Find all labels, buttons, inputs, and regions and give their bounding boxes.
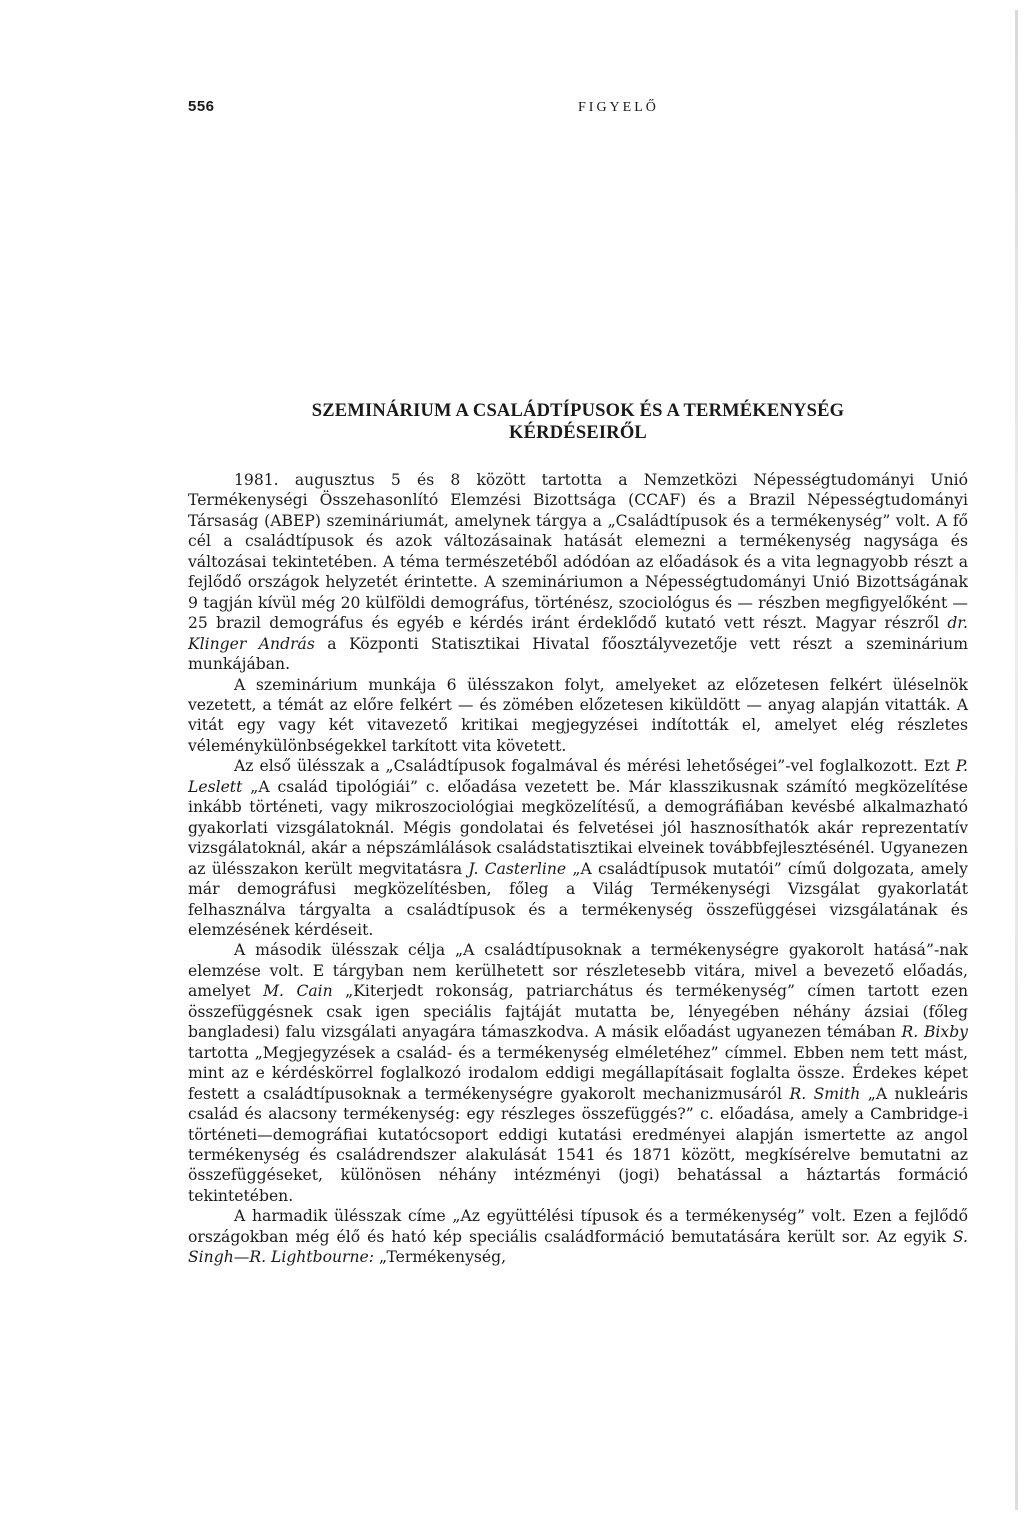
paragraph-5 bbox=[188, 1206, 968, 1267]
running-title: FIGYELŐ bbox=[578, 100, 659, 115]
text-run: „A család tipológiái” c. előadása vezetett be. Már klasszikusnak számító megközelítése inkább történeti, vagy mikroszociológiai megközelítésű, a demográfiában kevésbé alkalmazható gyakorlati vizsgálatoknál. Mégis gondolatai és felvetései jól hasznosíthatók akár reprezentatív vizsgálatoknál, akár a népszámlálások családstatisztikai elveinek továbbfejlesztésénél. Ugyanezen az ülésszakon került megvitatásra bbox=[188, 777, 968, 878]
text-run: Az első ülésszak a „Családtípusok fogalmával és mérési lehetőségei”-vel foglalkozott. Ezt bbox=[234, 757, 956, 776]
text-run: „Kiterjedt rokonság, patriarchátus és termékenység” címen tartott ezen összefüggésnek csak igen speciális fajtáját mutatta be, lényegében néhány ázsiai (főleg bangladesi) falu vizsgálati anyagára támaszkodva. A másik előadást ugyanezen témában bbox=[188, 982, 969, 1042]
person-name: dr. Klinger András bbox=[188, 614, 968, 653]
person-name: R. Bixby bbox=[901, 1023, 968, 1042]
scan-edge-line bbox=[1015, 10, 1018, 1510]
text-run: A második ülésszak célja „A családtípusoknak a termékenységre gyakorolt hatásá”-nak elemzése volt. E tárgyban nem kerülhetett sor részletesebb vitára, mivel a bevezető előadás, amelyet bbox=[188, 941, 968, 1001]
paragraph-3 bbox=[188, 756, 968, 940]
text-run: tartotta „Megjegyzések a család- és a termékenység elméletéhez” címmel. Ebben nem tett mást, mint az e kérdéskörrel foglalkozó irodalom eddigi megállapításait foglalta össze. Érdekes képet festett a családtípusoknak a termékenységre gyakorolt mechanizmusáról bbox=[188, 1043, 968, 1103]
text-run: 1981. augusztus 5 és 8 között tartotta a Nemzetközi Népességtudományi Unió Termékenységi Összehasonlító Elemzési Bizottsága (CCAF) és a Brazil Népességtudományi Társaság (ABEP) szemináriumát, amelynek tárgya a „Családtípusok és a termékenység” volt. A fő cél a családtípusok és azok változásainak hatását elemezni a termékenység nagysága és változásai tekintetében. A téma természetéből adódóan az előadások és a vita legnagyobb részt a fejlődő országok helyzetét érintette. A szemináriumon a Népességtudományi Unió Bizottságának 9 tagján kívül még 20 külföldi demográfus, történész, szociológus és — részben megfigyelőként — 25 brazil demográfus és egyéb e kérdés iránt érdeklődő kutató vett részt. Magyar részről bbox=[188, 471, 968, 633]
article-title bbox=[188, 400, 968, 444]
text-run: „A családtípusok mutatói” című dolgozata, amely már demográfusi megközelítésben, főleg a Világ Termékenységi Vizsgálat gyakorlatát felhasználva tárgyalta a családtípusok és a termékenység összefüggései vizsgálatának és elemzésének kérdéseit. bbox=[188, 859, 968, 939]
text-run: a Központi Statisztikai Hivatal főosztályvezetője vett részt a szeminárium munkájában. bbox=[188, 634, 968, 674]
text-run: A szeminárium munkája 6 ülésszakon folyt, amelyeket az előzetesen felkért üléselnök vezetett, a témát az előre felkért — és zömében előzetesen kiküldött — anyag alapján vitatták. A vitát egy vagy két vitavezető kritikai megjegyzései indították el, amelyet elég részletes véleménykülönbségekkel tarkított vita követett. bbox=[188, 675, 968, 755]
paragraph-2 bbox=[188, 675, 968, 757]
page-header bbox=[188, 98, 968, 120]
text-run: „Termékenység, bbox=[374, 1248, 507, 1267]
person-name: P. Leslett bbox=[188, 757, 968, 796]
person-name: S. Singh—R. Lightbourne: bbox=[188, 1227, 968, 1267]
paragraph-1 bbox=[188, 470, 968, 675]
person-name: R. Smith bbox=[789, 1084, 861, 1103]
page-number: 556 bbox=[188, 98, 215, 115]
article bbox=[188, 400, 968, 1268]
text-run: „A nukleáris család és alacsony termékenység: egy részleges összefüggés?” c. előadása, amely a Cambridge-i történeti—demográfiai kutatócsoport eddigi kutatási eredményei alapján ismertette az angol termékenység és családrendszer alakulását 1541 és 1871 között, megkísérelve bemutatni az összefüggéseket, különösen néhány intézményi (jogi) behatással a háztartás formáció tekintetében. bbox=[188, 1084, 969, 1205]
text-run: A harmadik ülésszak címe „Az együttélési típusok és a termékenység” volt. Ezen a fejlődő országokban még élő és ható kép speciális családformáció bemutatására került sor. Az egyik bbox=[188, 1207, 968, 1246]
person-name: M. Cain bbox=[263, 982, 333, 1001]
title-line-2: KÉRDÉSEIRŐL bbox=[509, 423, 647, 443]
title-line-1: SZEMINÁRIUM A CSALÁDTÍPUSOK ÉS A TERMÉKENYSÉG bbox=[311, 401, 845, 421]
paragraph-4 bbox=[188, 940, 968, 1206]
person-name: J. Casterline bbox=[468, 859, 567, 878]
